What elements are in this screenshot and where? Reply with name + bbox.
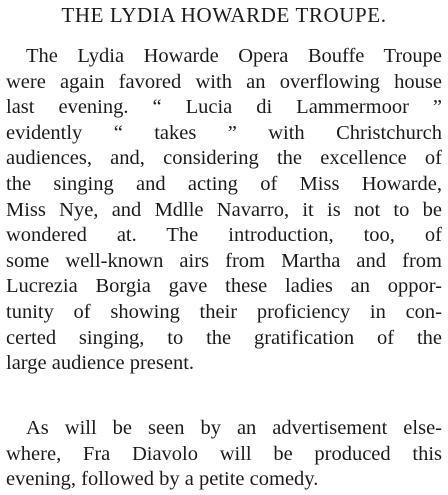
text-line: The Lydia Howarde Opera Bouffe Troupe bbox=[26, 45, 442, 67]
text-line: were again favored with an overflowing house bbox=[6, 70, 442, 93]
text-line: wondered at. The introduction, too, of bbox=[6, 224, 442, 247]
article-headline: THE LYDIA HOWARDE TROUPE. bbox=[61, 3, 387, 27]
text-line: tunity of showing their proficiency in con- bbox=[6, 300, 442, 323]
text-line: large audience present. bbox=[6, 352, 195, 375]
text-line: audiences, and, considering the excellence of bbox=[6, 147, 442, 170]
text-line: Lucrezia Borgia gave these ladies an oppor- bbox=[6, 275, 442, 298]
text-line: some well-known airs from Martha and from bbox=[6, 249, 442, 272]
text-line: certed singing, to the gratification of the bbox=[6, 326, 442, 349]
text-line: where, Fra Diavolo will be produced this bbox=[6, 442, 442, 465]
article-paragraph-1 bbox=[6, 44, 442, 377]
article-paragraph-2 bbox=[6, 416, 442, 493]
text-line: Miss Nye, and Mdlle Navarro, it is not to be bbox=[6, 198, 442, 221]
text-line: the singing and acting of Miss Howarde, bbox=[6, 172, 442, 195]
text-line: evening, followed by a petite comedy. bbox=[6, 468, 319, 491]
text-line: last evening. “ Lucia di Lammermoor ” bbox=[6, 96, 442, 119]
text-line: evidently “ takes ” with Christchurch bbox=[6, 121, 442, 144]
text-line: As will be seen by an advertisement else- bbox=[26, 417, 442, 439]
